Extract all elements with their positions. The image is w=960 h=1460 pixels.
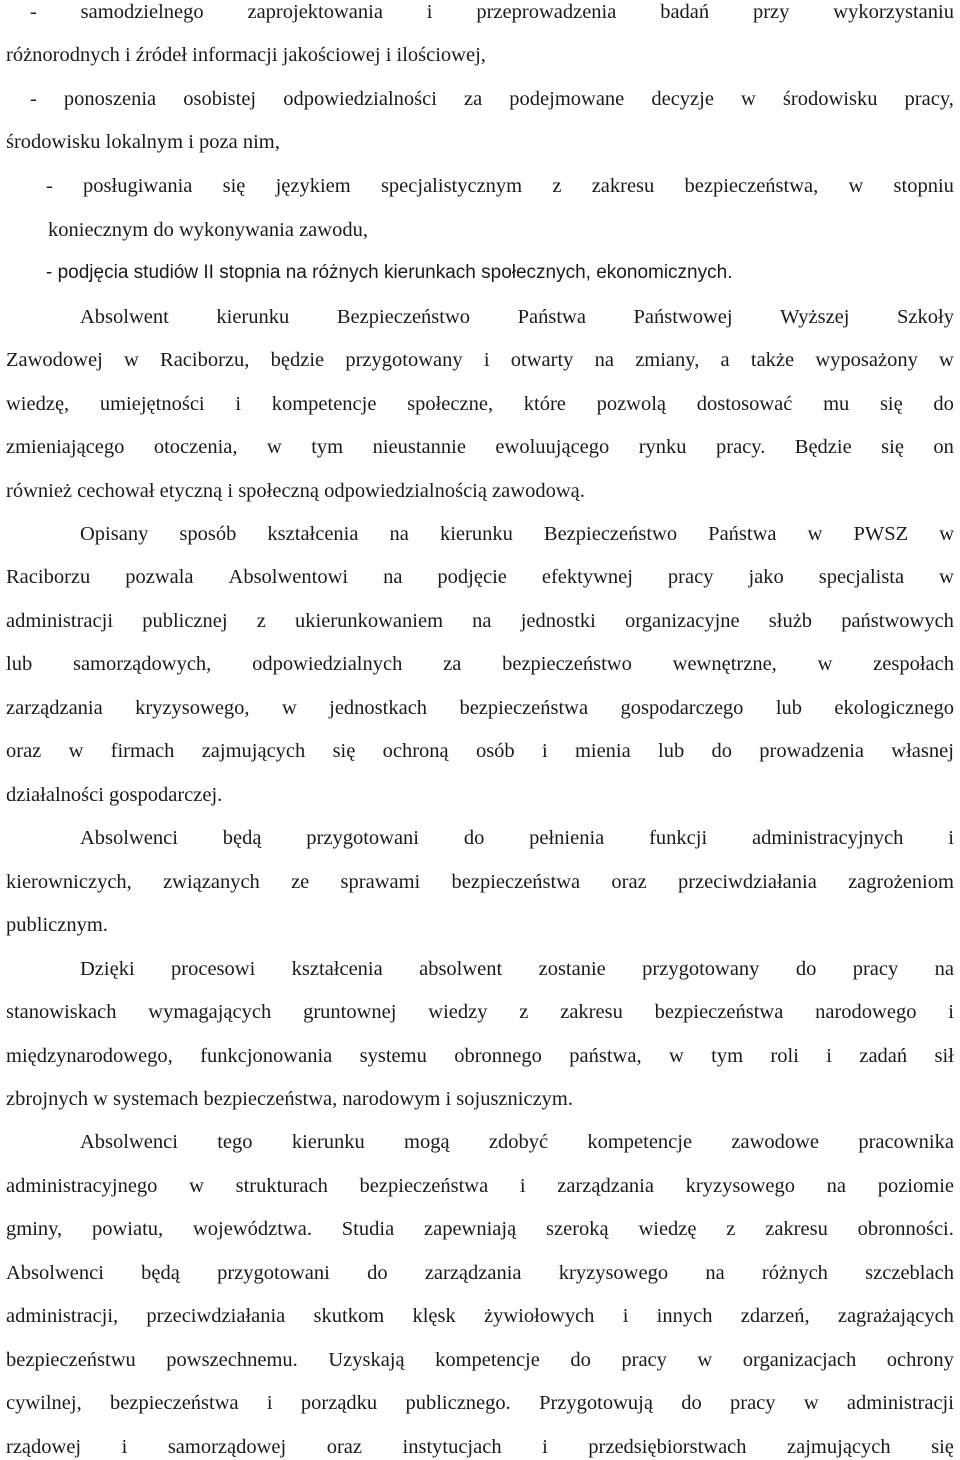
word: zmieniającego	[6, 436, 125, 458]
word: mienia	[574, 740, 631, 762]
word: wykorzystaniu	[833, 1, 954, 23]
word: osób	[475, 740, 515, 762]
word: narodowego	[815, 1001, 917, 1023]
text-line: zbrojnych w systemach bezpieczeństwa, narodowym i sojuszniczym.	[6, 1088, 573, 1110]
word: kompetencje	[587, 1131, 693, 1153]
word: a	[720, 349, 730, 371]
word: oraz	[611, 871, 647, 893]
word: zakresu	[765, 1218, 828, 1240]
word: własnej	[891, 740, 954, 762]
word: szczeblach	[865, 1262, 954, 1284]
word: w	[68, 740, 84, 762]
word: zakresu	[560, 1001, 623, 1023]
text-line	[6, 437, 954, 458]
word: sprawami	[340, 871, 421, 893]
word: w	[281, 697, 297, 719]
word: państwa,	[569, 1045, 642, 1067]
word: kryzysowego	[685, 1175, 795, 1197]
word: -	[30, 88, 37, 110]
word: odpowiedzialnych	[252, 653, 403, 675]
text-line	[6, 1350, 954, 1371]
word: zarządzania	[557, 1175, 654, 1197]
word: specjalista	[818, 566, 905, 588]
word: procesowi	[171, 958, 256, 980]
word: mogą	[404, 1131, 450, 1153]
word: do	[711, 740, 732, 762]
word: na	[705, 1262, 725, 1284]
text-line	[80, 524, 954, 545]
word: służb	[768, 610, 813, 632]
word: ochrony	[886, 1349, 954, 1371]
word: pełnienia	[529, 827, 605, 849]
word: na	[594, 349, 614, 371]
text-line	[6, 741, 954, 762]
word: obronnego	[454, 1045, 542, 1067]
word: językiem	[275, 175, 351, 197]
word: organizacjach	[742, 1349, 857, 1371]
word: z	[726, 1218, 736, 1240]
word: zajmujących	[787, 1436, 891, 1458]
word: tym	[711, 1045, 744, 1067]
word: tego	[217, 1131, 253, 1153]
word: zaprojektowania	[247, 1, 383, 23]
word: ukierunkowaniem	[295, 610, 444, 632]
word: pracy	[852, 958, 899, 980]
word: instytucjach	[402, 1436, 502, 1458]
word: w	[266, 436, 282, 458]
word: Państwa	[517, 306, 586, 328]
word: firmach	[110, 740, 175, 762]
word: się	[332, 740, 356, 762]
text-line	[80, 828, 954, 849]
word: osobistej	[183, 88, 257, 110]
word: województwa.	[192, 1218, 312, 1240]
word: dostosować	[696, 393, 793, 415]
word: cywilnej,	[6, 1392, 82, 1414]
word: żywiołowych	[483, 1305, 595, 1327]
word: badań	[660, 1, 710, 23]
word: Absolwenci	[80, 827, 178, 849]
word: pozwala	[125, 566, 194, 588]
word: sposób	[179, 523, 237, 545]
word: pozwolą	[596, 393, 667, 415]
word: i	[235, 393, 242, 415]
word: przedsiębiorstwach	[588, 1436, 747, 1458]
word: otwarty	[510, 349, 574, 371]
word: przygotowani	[217, 1262, 330, 1284]
word: publicznego.	[405, 1392, 511, 1414]
word: sił	[934, 1045, 954, 1067]
word: kryzysowego,	[135, 697, 250, 719]
word: w	[939, 523, 954, 545]
word: kierunku	[439, 523, 513, 545]
text-line	[6, 1393, 954, 1414]
text-line	[6, 611, 954, 632]
text-line	[46, 176, 954, 197]
word: odpowiedzialności	[283, 88, 437, 110]
word: -	[30, 1, 37, 23]
text-line: - podjęcia studiów II stopnia na różnych kierunkach społecznych, ekonomicznych.	[46, 262, 733, 283]
word: kształcenia	[291, 958, 383, 980]
word: przeprowadzenia	[476, 1, 617, 23]
word: zdarzeń,	[740, 1305, 810, 1327]
word: kierunku	[216, 306, 290, 328]
word: różnych	[761, 1262, 828, 1284]
text-line	[6, 1306, 954, 1327]
word: efektywnej	[541, 566, 633, 588]
word: i	[826, 1045, 832, 1067]
word: na	[389, 523, 409, 545]
word: z	[519, 1001, 529, 1023]
word: Będzie	[794, 436, 852, 458]
word: funkcji	[649, 827, 708, 849]
text-line: publicznym.	[6, 914, 108, 936]
word: jednostkach	[329, 697, 428, 719]
word: stanowiskach	[6, 1001, 117, 1023]
word: bezpieczeństwa	[451, 871, 581, 893]
text-line	[30, 89, 954, 110]
text-line	[6, 394, 954, 415]
word: w	[124, 349, 139, 371]
word: klęsk	[412, 1305, 456, 1327]
word: Szkoły	[897, 306, 954, 328]
word: porządku	[300, 1392, 378, 1414]
word: przeciwdziałania	[146, 1305, 286, 1327]
word: mu	[823, 393, 850, 415]
word: ze	[291, 871, 310, 893]
word: społeczne,	[407, 393, 494, 415]
word: ekologicznego	[834, 697, 954, 719]
word: z	[256, 610, 266, 632]
word: przeciwdziałania	[677, 871, 817, 893]
text-line: również cechował etyczną i społeczną odpowiedzialnością zawodową.	[6, 480, 585, 502]
word: bezpieczeństwa	[654, 1001, 784, 1023]
word: zmiany,	[635, 349, 700, 371]
word: Bezpieczeństwo	[336, 306, 471, 328]
word: środowisku	[782, 88, 878, 110]
word: Bezpieczeństwo	[543, 523, 678, 545]
word: do	[570, 1349, 591, 1371]
word: oraz	[326, 1436, 363, 1458]
word: do	[463, 827, 485, 849]
word: publicznej	[142, 610, 228, 632]
word: systemu	[359, 1045, 427, 1067]
word: się	[222, 175, 246, 197]
word: przygotowani	[306, 827, 419, 849]
word: roli	[770, 1045, 799, 1067]
word: bezpieczeństwa	[459, 697, 589, 719]
word: zostanie	[538, 958, 606, 980]
word: administracyjnego	[6, 1175, 158, 1197]
word: Zawodowej	[6, 349, 103, 371]
word: i	[542, 1436, 548, 1458]
word: zdobyć	[488, 1131, 549, 1153]
word: zarządzania	[6, 697, 103, 719]
text-line	[6, 1046, 954, 1067]
word: strukturach	[235, 1175, 328, 1197]
word: i	[426, 1, 433, 23]
word: nieustannie	[372, 436, 466, 458]
word: on	[933, 436, 954, 458]
word: i	[483, 349, 490, 371]
word: kierowniczych,	[6, 871, 132, 893]
word: pracy,	[904, 88, 954, 110]
word: samodzielnego	[80, 1, 204, 23]
word: Przygotowują	[539, 1392, 653, 1414]
word: międzynarodowego,	[6, 1045, 173, 1067]
word: administracji	[846, 1392, 954, 1414]
word: z	[552, 175, 562, 197]
text-line	[6, 698, 954, 719]
word: tym	[311, 436, 344, 458]
text-line	[6, 1263, 954, 1284]
word: i	[948, 827, 954, 849]
word: zawodowe	[731, 1131, 820, 1153]
word: pracy	[621, 1349, 667, 1371]
word: w	[189, 1175, 204, 1197]
word: w	[668, 1045, 684, 1067]
word: na	[826, 1175, 847, 1197]
word: i	[266, 1392, 273, 1414]
word: w	[939, 349, 954, 371]
word: skutkom	[313, 1305, 385, 1327]
word: pracy	[667, 566, 714, 588]
word: Studia	[341, 1218, 395, 1240]
word: powiatu,	[92, 1218, 164, 1240]
word: zajmujących	[201, 740, 306, 762]
word: do	[367, 1262, 388, 1284]
word: samorządowej	[167, 1436, 287, 1458]
word: i	[622, 1305, 629, 1327]
word: Wyższej	[780, 306, 850, 328]
word: decyzje	[651, 88, 714, 110]
word: ponoszenia	[63, 88, 157, 110]
word: i	[121, 1436, 128, 1458]
word: poziomie	[877, 1175, 954, 1197]
word: oraz	[6, 740, 42, 762]
word: przy	[752, 1, 790, 23]
word: administracyjnych	[751, 827, 904, 849]
word: zespołach	[873, 653, 954, 675]
word: Raciborzu,	[160, 349, 250, 371]
word: jako	[748, 566, 784, 588]
word: absolwent	[419, 958, 503, 980]
word: Absolwenci	[80, 1131, 178, 1153]
text-line	[30, 2, 954, 23]
word: wyposażony	[815, 349, 918, 371]
word: i	[948, 1001, 954, 1023]
word: pracy.	[716, 436, 766, 458]
word: związanych	[163, 871, 260, 893]
word: w	[848, 175, 864, 197]
word: funkcjonowania	[200, 1045, 333, 1067]
text-line	[6, 1002, 954, 1023]
word: Dzięki	[80, 958, 135, 980]
word: bezpieczeństwa	[359, 1175, 489, 1197]
text-line	[6, 567, 954, 588]
word: wymagających	[148, 1001, 272, 1023]
word: w	[817, 653, 833, 675]
word: prowadzenia	[759, 740, 865, 762]
word: do	[933, 393, 954, 415]
word: Opisany	[80, 523, 149, 545]
word: które	[523, 393, 566, 415]
word: w	[697, 1349, 713, 1371]
word: posługiwania	[83, 175, 193, 197]
word: zapewniają	[424, 1218, 517, 1240]
word: specjalistycznym	[380, 175, 523, 197]
word: będą	[141, 1262, 180, 1284]
word: zakresu	[591, 175, 655, 197]
word: rynku	[638, 436, 687, 458]
word: będą	[222, 827, 262, 849]
text-line: działalności gospodarczej.	[6, 784, 223, 806]
word: w	[939, 566, 954, 588]
text-line	[6, 872, 954, 893]
word: innych	[656, 1305, 713, 1327]
word: Raciborzu	[6, 566, 91, 588]
text-line	[80, 307, 954, 328]
word: podjęcie	[437, 566, 507, 588]
word: jednostki	[520, 610, 596, 632]
word: samorządowych,	[72, 653, 212, 675]
word: do	[795, 958, 817, 980]
word: gminy,	[6, 1218, 63, 1240]
word: obronności.	[857, 1218, 954, 1240]
word: Absolwenci	[6, 1262, 104, 1284]
word: lub	[775, 697, 803, 719]
word: -	[46, 175, 53, 197]
word: ochroną	[382, 740, 449, 762]
word: stopniu	[893, 175, 954, 197]
word: w	[741, 88, 756, 110]
word: kierunku	[291, 1131, 365, 1153]
word: zagrożeniom	[848, 871, 954, 893]
text-line: koniecznym do wykonywania zawodu,	[48, 219, 368, 241]
word: na	[934, 958, 954, 980]
word: kształcenia	[267, 523, 359, 545]
text-line	[6, 654, 954, 675]
word: się	[931, 1436, 954, 1458]
word: bezpieczeństwa	[110, 1392, 239, 1414]
word: się	[881, 436, 904, 458]
word: także	[750, 349, 795, 371]
word: wiedzy	[428, 1001, 488, 1023]
word: za	[443, 653, 462, 675]
word: na	[383, 566, 403, 588]
word: lub	[6, 653, 33, 675]
text-line	[6, 1219, 954, 1240]
word: bezpieczeństwa,	[684, 175, 819, 197]
word: administracji,	[6, 1305, 119, 1327]
word: Absolwent	[80, 306, 169, 328]
word: wewnętrzne,	[672, 653, 777, 675]
text-line	[80, 1132, 954, 1153]
word: wiedzę	[638, 1218, 697, 1240]
word: otoczenia,	[153, 436, 238, 458]
word: pracownika	[858, 1131, 954, 1153]
word: i	[541, 740, 548, 762]
word: Państwowej	[633, 306, 733, 328]
text-line	[6, 1176, 954, 1197]
word: zagrażających	[837, 1305, 954, 1327]
word: umiejętności	[99, 393, 205, 415]
word: bezpieczeństwo	[502, 653, 632, 675]
word: wiedzę,	[6, 393, 70, 415]
word: Państwa	[708, 523, 777, 545]
word: się	[879, 393, 903, 415]
text-line	[6, 1437, 954, 1458]
word: lub	[658, 740, 685, 762]
word: na	[472, 610, 492, 632]
word: państwowych	[841, 610, 954, 632]
text-line	[6, 350, 954, 371]
word: kryzysowego	[558, 1262, 669, 1284]
word: przygotowany	[642, 958, 760, 980]
text-line: różnorodnych i źródeł informacji jakościowej i ilościowej,	[6, 44, 486, 66]
word: PWSZ	[853, 523, 909, 545]
word: i	[519, 1175, 526, 1197]
word: do	[681, 1392, 702, 1414]
text-line	[80, 959, 954, 980]
word: ewoluującego	[495, 436, 610, 458]
word: szeroką	[546, 1218, 609, 1240]
word: rządowej	[6, 1436, 82, 1458]
word: w	[803, 1392, 819, 1414]
word: w	[807, 523, 823, 545]
word: bezpieczeństwu	[6, 1349, 136, 1371]
word: podejmowane	[509, 88, 625, 110]
text-line: środowisku lokalnym i poza nim,	[6, 131, 280, 153]
word: zadań	[859, 1045, 908, 1067]
word: kompetencje	[271, 393, 377, 415]
word: organizacyjne	[625, 610, 740, 632]
word: będzie	[270, 349, 325, 371]
word: przygotowany	[345, 349, 463, 371]
word: administracji	[6, 610, 114, 632]
word: pracy	[730, 1392, 776, 1414]
word: gospodarczego	[620, 697, 744, 719]
word: kompetencje	[435, 1349, 540, 1371]
word: gruntownej	[303, 1001, 397, 1023]
word: powszechnemu.	[166, 1349, 298, 1371]
word: zarządzania	[424, 1262, 522, 1284]
word: Absolwentowi	[228, 566, 349, 588]
word: za	[464, 88, 483, 110]
word: Uzyskają	[328, 1349, 405, 1371]
